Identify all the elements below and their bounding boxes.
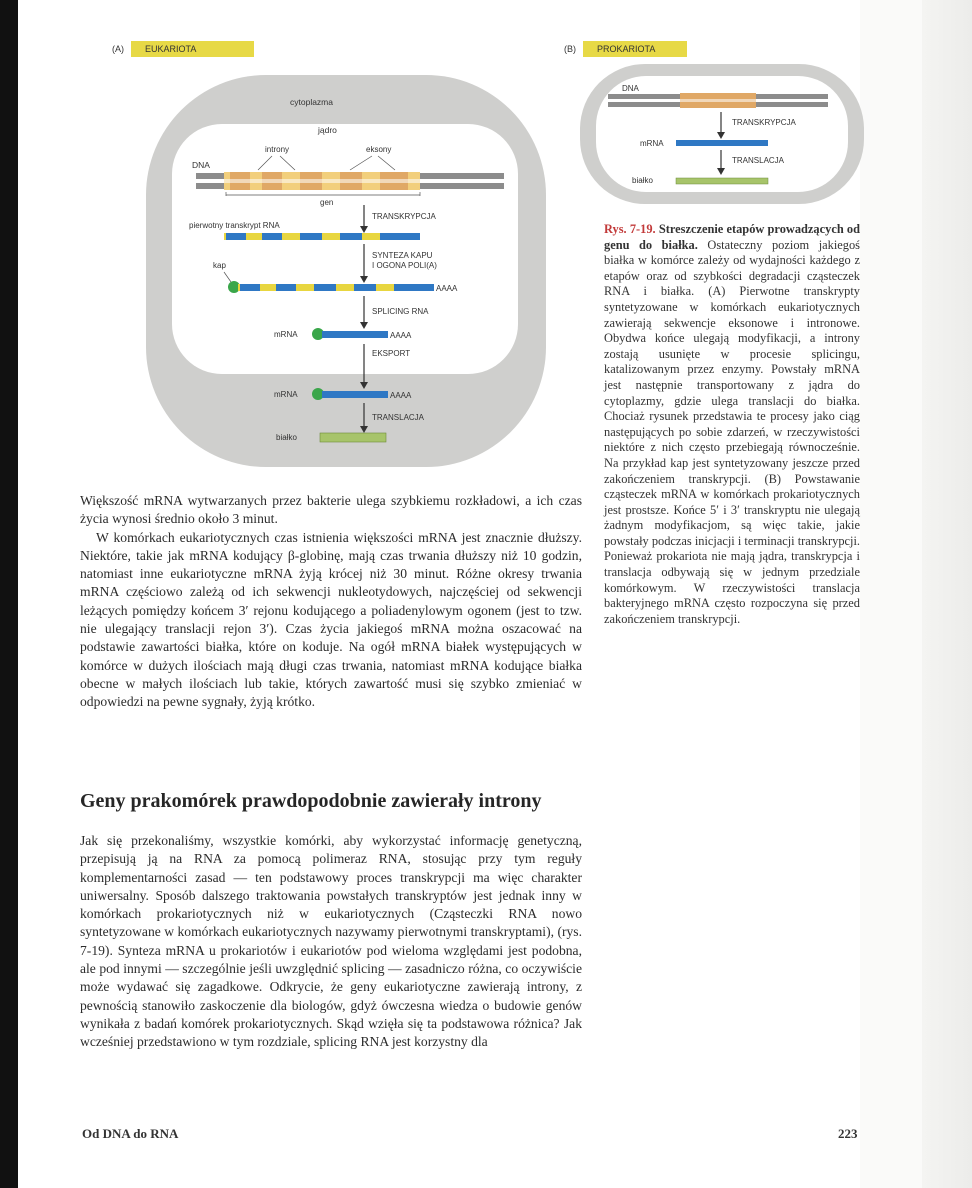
nucleus-label: jądro xyxy=(318,125,337,135)
prok-transcription-label: TRANSKRYPCJA xyxy=(732,118,796,127)
body-text-upper xyxy=(80,492,582,712)
caption-text: Ostateczny poziom jakiegoś białka w komórce zależy od wydajności każdego z etapów oraz od szybkości degradacji cząsteczek RNA i białka. (A) Pierwotne transkrypty syntetyzowane w komórkach eukariotycznych zawierają sekwencje eksonowe i intronowe. Obydwa końce ulegają modyfikacji, a introny zostają usunięte w procesie splicingu, katalizowanym przez enzymy. Powstały mRNA jest następnie transportowany z jądra do cytoplazmy, gdzie ulega translacji do białka. Chociaż rysunek przedstawia te procesy jako ciąg następujących po sobie zdarzeń, w rzeczywistości niektóre z nich często przebiegają równocześnie. Na przykład kap jest syntetyzowany jeszcze przed zakończeniem transkrypcji. (B) Powstawanie cząsteczek mRNA w komórkach prokariotycznych jest prostsze. Końce 5′ i 3′ transkryptu nie ulegają żadnym modyfikacjom, są więc takie, jakie powstały podczas inicjacji i terminacji transkrypcji. Ponieważ prokariota nie mają jądra, transkrypcja i translacja odbywają się w jednym przedziale komórkowym. W rzeczywistości translacja bakteryjnego mRNA często rozpoczyna się przed zakończeniem transkrypcji. xyxy=(604,237,860,626)
prok-mrna-label: mRNA xyxy=(640,139,664,148)
primary-transcript-rna xyxy=(224,233,420,240)
cytoplasm-label: cytoplazma xyxy=(290,97,333,107)
body-text-lower xyxy=(80,832,582,1052)
prok-mrna xyxy=(676,140,768,146)
paragraph-1: Większość mRNA wytwarzanych przez bakterie ulega szybkiemu rozkładowi, a ich czas życia wynosi średnio około 3 minut. xyxy=(80,493,582,527)
exons-label: eksony xyxy=(366,145,392,154)
poly-a-tail-1: AAAA xyxy=(436,284,458,293)
capped-transcript-rna xyxy=(238,284,434,291)
dna-label: DNA xyxy=(192,160,210,170)
figure-caption xyxy=(604,222,860,627)
poly-a-tail-3: AAAA xyxy=(390,391,412,400)
paragraph-3: Jak się przekonaliśmy, wszystkie komórki, aby wykorzystać informację genetyczną, przepisują ją na RNA za pomocą polimeraz RNA, stosując przy tym reguły komplementarności zasad — ten podstawowy proces transkrypcji ma więc charakter uniwersalny. Sposób dalszego traktowania powstałych transkryptów jest jednak inny w komórkach prokariotycznych niż w eukariotycznych (Cząsteczki RNA nowo syntetyzowane w komórkach eukariotycznych nazywamy pierwotnymi transkryptami), (rys. 7-19). Synteza mRNA u prokariotów i eukariotów pod wieloma względami jest podobna, ale pod innymi — szczególnie jeśli uwzględnić splicing — zasadniczo różna, co oczywiście może wydawać się zagadkowe. Odkrycie, że geny eukariotyczne zawierają introny, z pewnością stanowiło zaskoczenie dla biologów, gdyż ówczesna wiedza o budowie genów wynikała z badań komórek prokariotycznych. Skąd wzięła się ta podstawowa różnica? Jak wcześniej przedstawiono w tym rozdziale, splicing RNA jest korzystny dla xyxy=(80,833,582,1050)
splicing-step-label: SPLICING RNA xyxy=(372,307,429,316)
capping-step-label-line2: I OGONA POLI(A) xyxy=(372,261,437,270)
mrna-nucleus xyxy=(322,331,388,338)
prok-protein-bar xyxy=(676,178,768,184)
prok-dna-label: DNA xyxy=(622,84,639,93)
caption-title: Streszczenie etapów prowadzących od genu do białka. xyxy=(604,222,860,252)
figure-panel-b-title: PROKARIOTA xyxy=(583,41,687,57)
export-step-label: EKSPORT xyxy=(372,349,411,358)
mrna-cytoplasm xyxy=(322,391,388,398)
section-heading: Geny prakomórek prawdopodobnie zawierały introny xyxy=(80,790,542,812)
figure-panel-a-title: EUKARIOTA xyxy=(131,41,254,57)
transcription-step-label: TRANSKRYPCJA xyxy=(372,212,436,221)
mrna-label-nucleus: mRNA xyxy=(274,330,298,339)
running-footer-title: Od DNA do RNA xyxy=(82,1126,179,1141)
gene-label: gen xyxy=(320,198,334,207)
capping-step-label-line1: SYNTEZA KAPU xyxy=(372,251,433,260)
protein-bar xyxy=(320,433,386,442)
introns-label: introny xyxy=(265,145,290,154)
prok-protein-label: białko xyxy=(632,176,653,185)
primary-transcript-label: pierwotny transkrypt RNA xyxy=(189,221,280,230)
mrna-label-cytoplasm: mRNA xyxy=(274,390,298,399)
cap-label: kap xyxy=(213,261,226,270)
page-number: 223 xyxy=(838,1126,858,1141)
figure-panel-a-tag: (A) xyxy=(112,44,124,54)
poly-a-tail-2: AAAA xyxy=(390,331,412,340)
prokaryote-figure xyxy=(0,0,972,220)
caption-figure-number: Rys. 7-19. xyxy=(604,222,656,236)
paragraph-2: W komórkach eukariotycznych czas istnienia większości mRNA jest znacznie dłuższy. Niektóre, takie jak mRNA kodujący β-globinę, mają czas trwania dłuższy niż 10 godzin, natomiast inne eukariotyczne mRNA żyją krócej niż 30 minut. Różne okresy trwania mRNA częściowo zależą od ich sekwencji nukleotydowych, najczęściej od sekwencji leżących pomiędzy końcem 3′ rejonu kodującego a poliadenylowym ogonem (jest to tzw. nie ulegający translacji rejon 3′). Czas życia jakiegoś mRNA można oszacować na podstawie zawartości białka, które on koduje. Na ogół mRNA białek występujących w komórce w dużych ilościach mają długi czas trwania, natomiast mRNA kodujące białka obecne w małych ilościach lub takie, których zawartość musi się szybko zmieniać w odpowiedzi na pewne sygnały, żyją krótko. xyxy=(80,529,582,710)
figure-panel-b-tag: (B) xyxy=(564,44,576,54)
translation-step-label: TRANSLACJA xyxy=(372,413,425,422)
protein-label: białko xyxy=(276,433,297,442)
prok-translation-label: TRANSLACJA xyxy=(732,156,785,165)
